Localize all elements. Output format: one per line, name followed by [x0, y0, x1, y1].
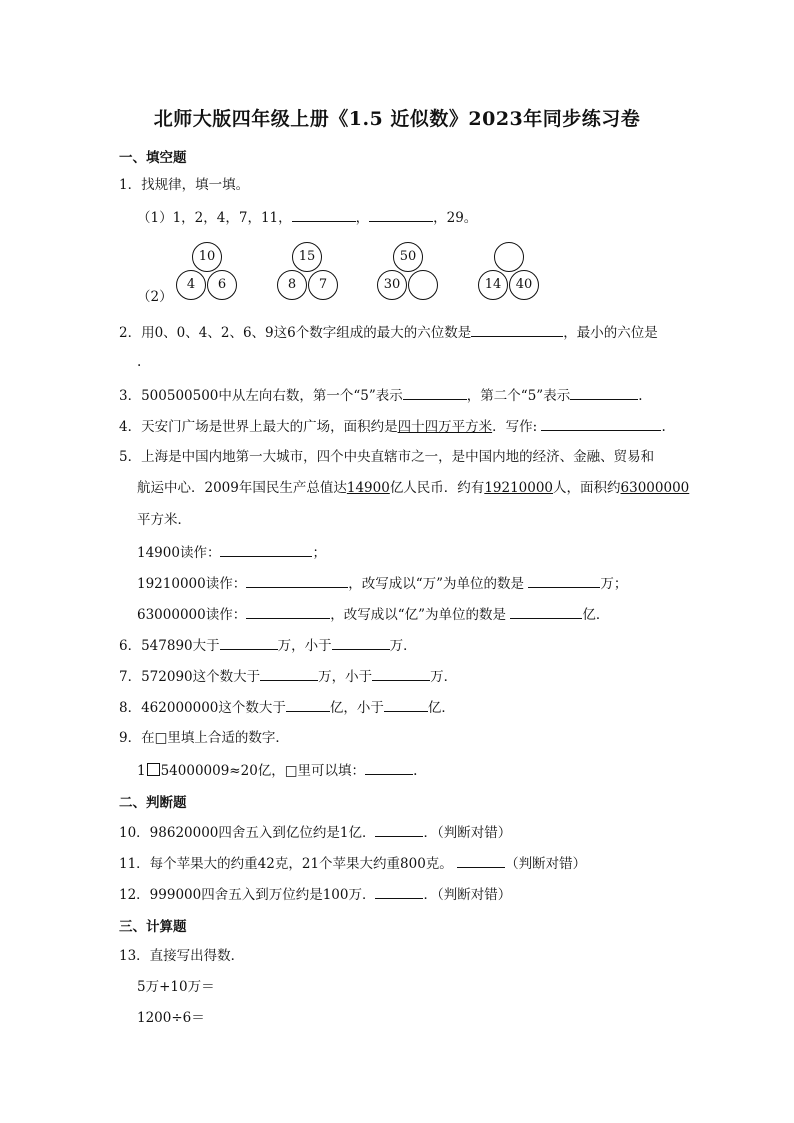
q4-blank-1[interactable] [541, 416, 661, 431]
q5-r2-blank-2[interactable] [528, 573, 600, 588]
q5-row-3 [137, 604, 609, 624]
q6-blank-1[interactable] [220, 635, 278, 650]
q3-blank-1[interactable] [403, 385, 467, 400]
q5-r1-a: 14900读作： [137, 545, 221, 561]
q5-r3-c: 亿． [582, 607, 610, 623]
section-judge: 二、判断题 [119, 795, 187, 811]
circle-top: 10 [192, 242, 222, 272]
q5-text-a: 航运中心．2009年国民生产总值达 [137, 480, 347, 496]
section-fill-in: 一、填空题 [119, 150, 187, 166]
q10-text-a: 10．98620000四舍五入到亿位约是1亿． [119, 825, 376, 841]
q4-line [119, 416, 666, 436]
q6-line [119, 635, 417, 655]
q12-text-b: ．（判断对错） [423, 887, 512, 903]
q13-stem: 13．直接写出得数． [119, 948, 245, 964]
q7-blank-1[interactable] [260, 666, 318, 681]
circle-right: 6 [207, 270, 237, 300]
q7-text-c: 万． [430, 669, 458, 685]
circle-left: 14 [478, 270, 508, 300]
q2-blank-1[interactable] [471, 322, 563, 337]
q9-blank-1[interactable] [365, 760, 413, 775]
q5-line-3: 平方米． [137, 512, 191, 528]
q12-text-a: 12．999000四舍五入到万位约是100万． [119, 887, 376, 903]
q5-r2-b: ，改写成以“万”为单位的数是 [348, 576, 525, 592]
page-title: 北师大版四年级上册《1.5 近似数》2023年同步练习卷 [153, 108, 641, 130]
q11-text-b: （判断对错） [505, 856, 587, 872]
circle-right-empty[interactable] [408, 270, 438, 300]
q3-text-c: . [638, 388, 643, 404]
circle-left: 8 [277, 270, 307, 300]
q13-expr-2: 1200÷6＝ [137, 1010, 205, 1026]
q10-line [119, 822, 511, 842]
q1-part1-end: ，29。 [433, 210, 478, 226]
q5-line-1: 5．上海是中国内地第一大城市，四个中央直辖市之一，是中国内地的经济、金融、贸易和 [119, 449, 655, 465]
q8-line [119, 697, 455, 717]
q7-blank-2[interactable] [372, 666, 430, 681]
q1-part2-label: （2） [137, 289, 173, 305]
q3-text-b: ，第二个“5”表示 [466, 388, 571, 404]
q5-r3-b: ，改写成以“亿”为单位的数是 [330, 607, 507, 623]
q10-text-b: ．（判断对错） [423, 825, 512, 841]
q9-text-a: 1 [137, 763, 146, 779]
q8-blank-1[interactable] [286, 697, 330, 712]
q4-text-b: ．写作: [492, 419, 538, 435]
q3-blank-2[interactable] [570, 385, 638, 400]
q1-blank-1[interactable] [292, 207, 356, 222]
q2-line [119, 322, 658, 342]
q9-digit-box[interactable] [147, 763, 160, 776]
q7-text-a: 7．572090这个数大于 [119, 669, 261, 685]
q6-text-c: 万． [389, 638, 417, 654]
q10-blank[interactable] [375, 822, 423, 837]
q9-text-b: 54000009≈20亿，□里可以填： [160, 763, 366, 779]
q8-text-b: 亿，小于 [329, 700, 384, 716]
q6-blank-2[interactable] [332, 635, 390, 650]
q5-r1-blank[interactable] [220, 542, 312, 557]
q2-text-b: ，最小的六位是 [563, 325, 658, 341]
q5-r2-blank-1[interactable] [246, 573, 348, 588]
q5-line-2 [137, 479, 689, 497]
q5-text-b: 亿人民币．约有 [389, 480, 485, 496]
q6-text-b: 万，小于 [277, 638, 332, 654]
q8-text-c: 亿． [427, 700, 455, 716]
q5-row-1 [137, 542, 326, 562]
q1-part1-sep: ， [355, 210, 370, 226]
circle-right: 7 [308, 270, 338, 300]
q8-text-a: 8．462000000这个数大于 [119, 700, 286, 716]
q1-blank-2[interactable] [369, 207, 433, 222]
q3-line [119, 385, 643, 405]
circle-top-empty[interactable] [494, 242, 524, 272]
q6-text-a: 6．547890大于 [119, 638, 220, 654]
q11-line [119, 853, 586, 873]
q5-r3-blank-2[interactable] [510, 604, 582, 619]
q1-part1 [137, 207, 477, 227]
q8-blank-2[interactable] [384, 697, 428, 712]
q2-text-a: 2．用0、0、4、2、6、9这6个数字组成的最大的六位数是 [119, 325, 472, 341]
circle-left: 4 [176, 270, 206, 300]
q7-text-b: 万，小于 [318, 669, 373, 685]
q4-underlined: 四十四万平方米 [397, 419, 493, 435]
q5-u2: 19210000 [484, 480, 554, 496]
q5-row-2 [137, 573, 627, 593]
q12-blank[interactable] [375, 884, 423, 899]
q2-text-c: . [137, 354, 142, 370]
q3-text-a: 3．500500500中从左向右数，第一个“5”表示 [119, 388, 403, 404]
q5-u1: 14900 [346, 480, 390, 496]
q5-r3-blank-1[interactable] [246, 604, 330, 619]
q1-circle-puzzle [170, 240, 570, 302]
q12-line [119, 884, 511, 904]
q5-r2-a: 19210000读作： [137, 576, 247, 592]
circle-top: 50 [393, 242, 423, 272]
q11-blank[interactable] [457, 853, 505, 868]
q13-expr-1: 5万+10万＝ [137, 979, 215, 995]
q4-text-c: . [661, 419, 666, 435]
circle-right: 40 [509, 270, 539, 300]
q1-stem: 1．找规律，填一填。 [119, 177, 250, 193]
q5-r3-a: 63000000读作： [137, 607, 247, 623]
circle-top: 15 [292, 242, 322, 272]
q4-text-a: 4．天安门广场是世界上最大的广场，面积约是 [119, 419, 398, 435]
q1-part1-text: （1）1，2，4，7，11， [137, 210, 292, 226]
q9-line [137, 760, 417, 780]
q5-u3: 63000000 [620, 480, 690, 496]
q5-text-c: 人，面积约 [553, 480, 621, 496]
section-calc: 三、计算题 [119, 919, 187, 935]
q7-line [119, 666, 457, 686]
q5-r2-c: 万； [600, 576, 628, 592]
q9-stem: 9．在□里填上合适的数字． [119, 730, 289, 746]
q9-text-c: . [413, 763, 418, 779]
circle-left: 30 [377, 270, 407, 300]
q11-text-a: 11．每个苹果大的约重42克，21个苹果大约重800克。 [119, 856, 453, 872]
q5-r1-b: ； [312, 545, 326, 561]
